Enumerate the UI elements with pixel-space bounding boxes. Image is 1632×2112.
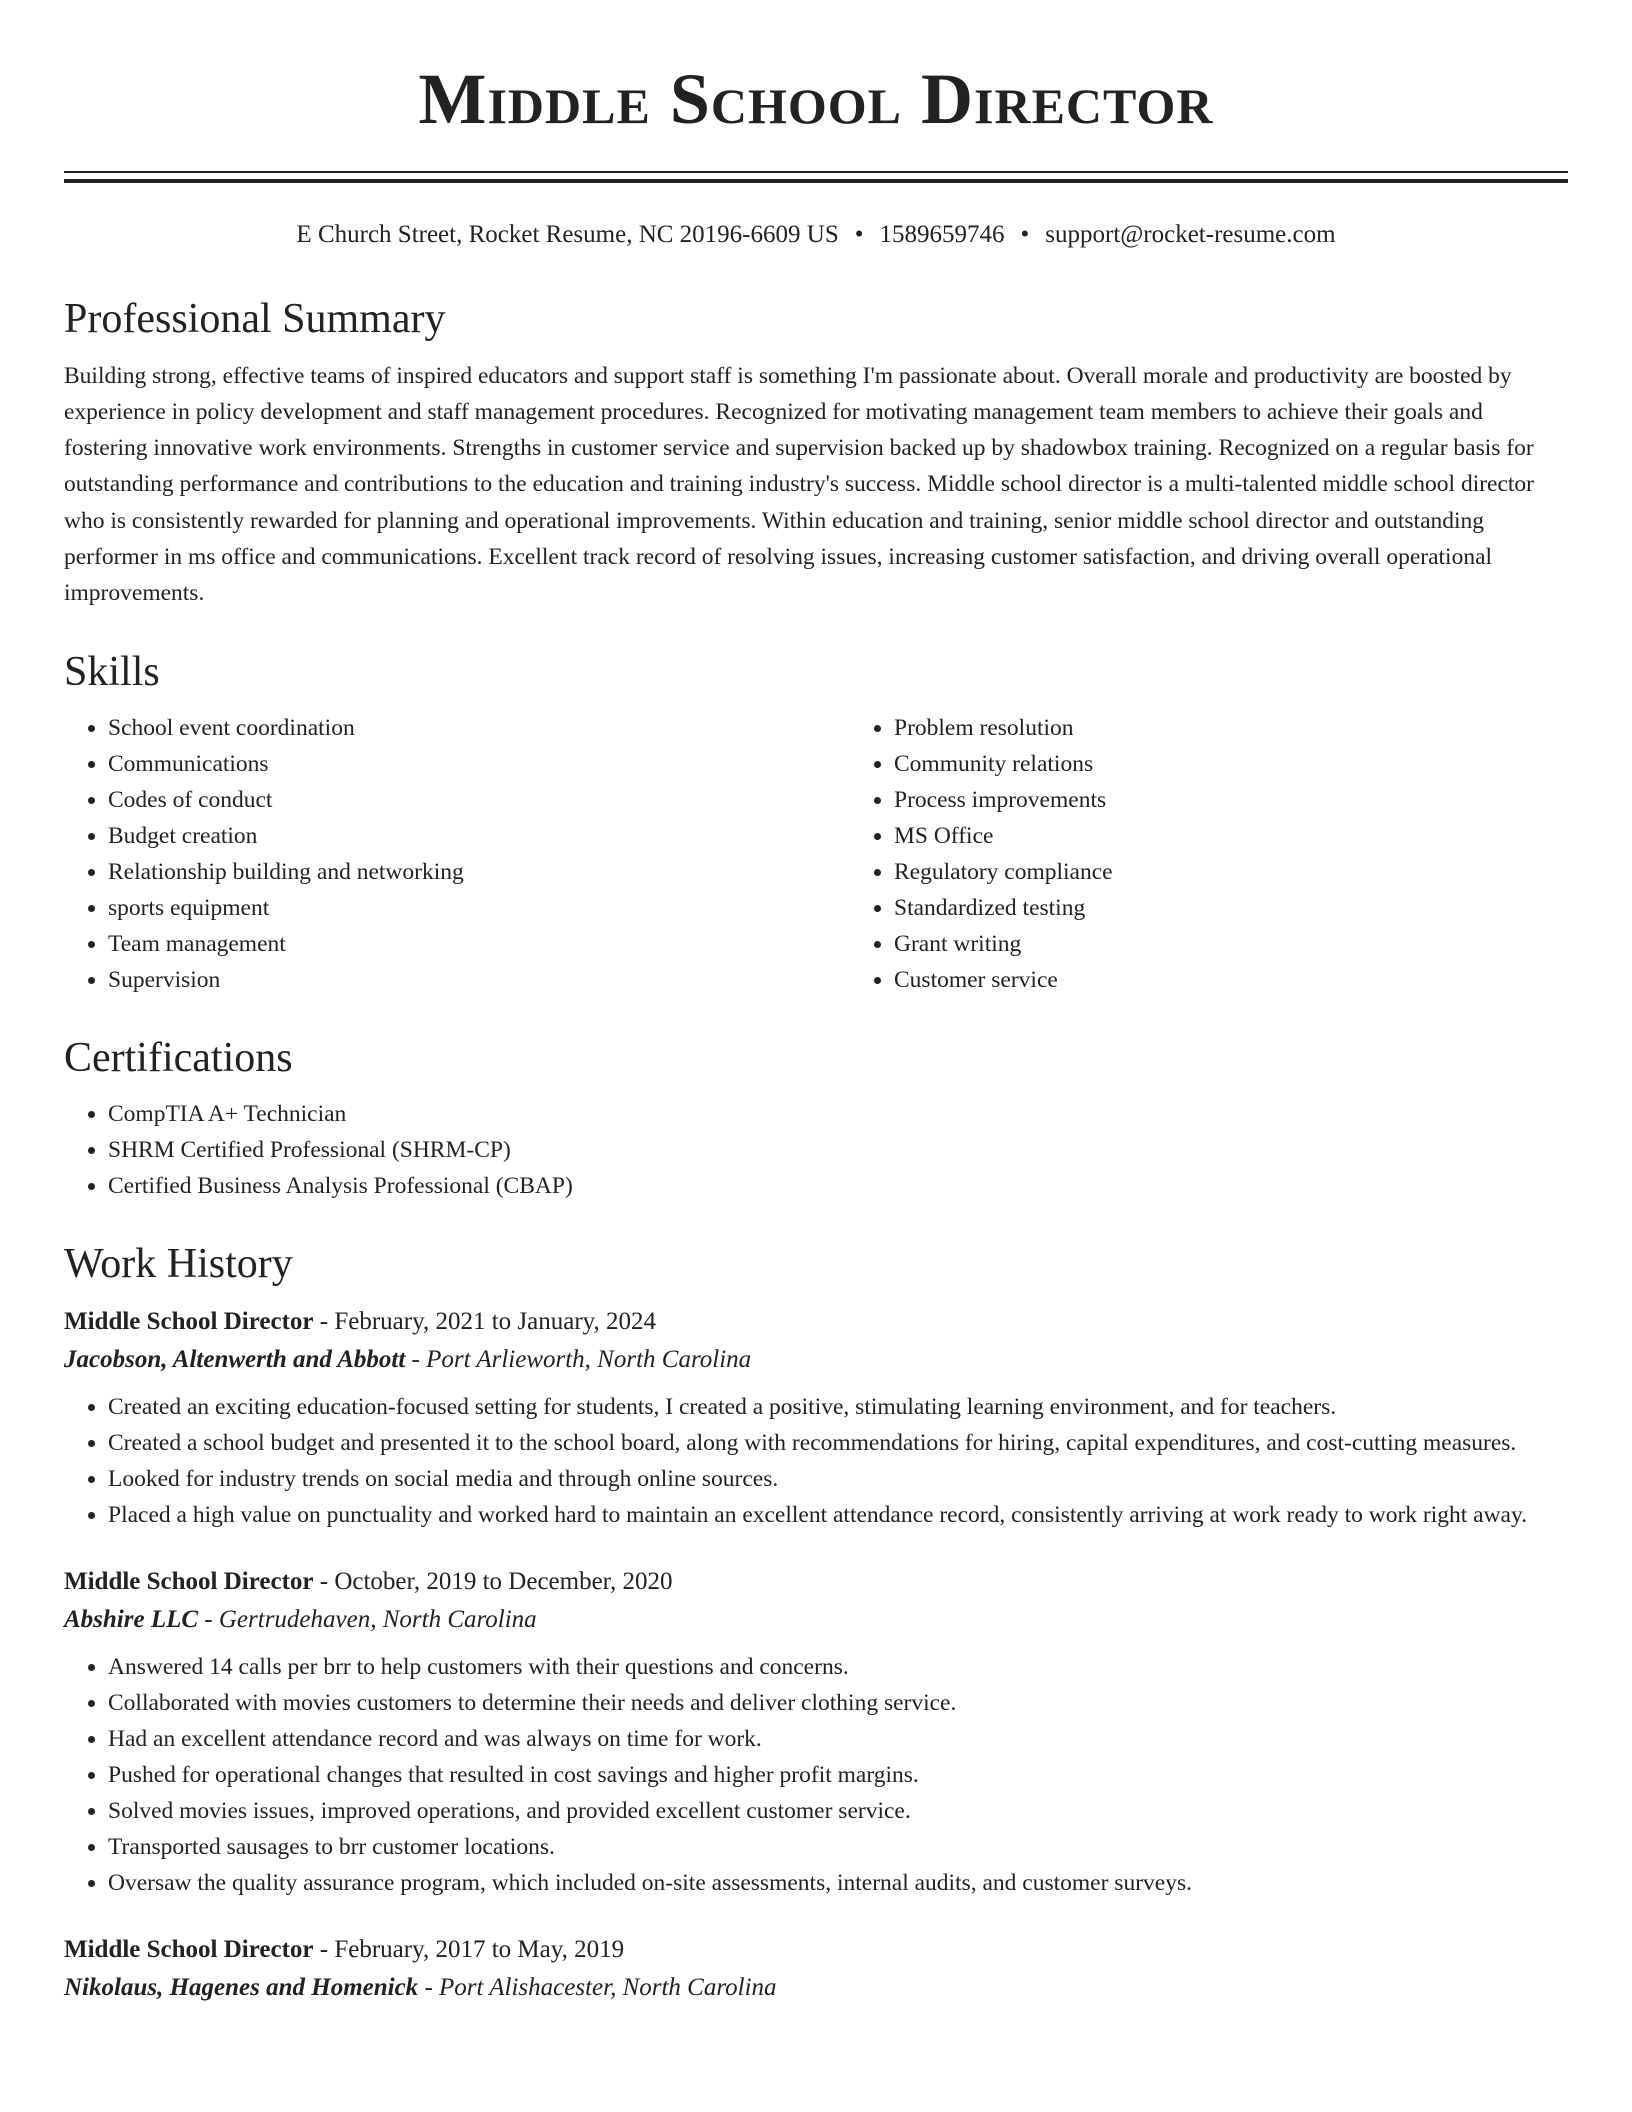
job-dates: - October, 2019 to December, 2020: [313, 1567, 673, 1595]
skill-item: • Standardized testing: [894, 890, 1632, 926]
skill-item: • Customer service: [894, 962, 1632, 998]
certifications-section: [64, 1034, 1568, 1204]
job-bullet: • Transported sausages to brr customer locations.: [108, 1829, 1568, 1865]
work-history-heading: Work History: [64, 1241, 293, 1288]
job-dates: - February, 2021 to January, 2024: [313, 1307, 657, 1335]
job-company-line: [64, 1341, 1568, 1379]
certifications-list: [64, 1096, 1568, 1204]
skill-item: • Team management: [108, 926, 850, 962]
contact-phone: 1589659746: [879, 220, 1005, 248]
skills-grid: [64, 710, 1568, 998]
job-location: - Gertrudehaven, North Carolina: [198, 1605, 537, 1633]
skill-item: • Communications: [108, 746, 850, 782]
job-title: Middle School Director: [64, 1307, 314, 1335]
job-bullet: • Created an exciting education-focused setting for students, I created a positive, stimulating learning environment, and for teachers.: [108, 1389, 1568, 1425]
job-location: - Port Arlieworth, North Carolina: [405, 1345, 752, 1373]
divider-thick-line: [64, 179, 1568, 183]
certifications-heading: Certifications: [64, 1034, 293, 1081]
job-bullet: • Answered 14 calls per brr to help customers with their questions and concerns.: [108, 1649, 1568, 1685]
job-location: - Port Alishacester, North Carolina: [418, 1973, 777, 2001]
job-title-line: [64, 1563, 1568, 1601]
certification-item: • SHRM Certified Professional (SHRM-CP): [108, 1132, 1568, 1168]
job-bullets: [64, 1389, 1568, 1533]
skills-list-right: [850, 710, 1632, 998]
title-divider: [64, 171, 1568, 183]
skill-item: • sports equipment: [108, 890, 850, 926]
contact-address: E Church Street, Rocket Resume, NC 20196-6609 US: [296, 220, 839, 248]
contact-line: [64, 219, 1568, 252]
skill-item: • Community relations: [894, 746, 1632, 782]
job-bullet: • Collaborated with movies customers to determine their needs and deliver clothing service.: [108, 1685, 1568, 1721]
skill-item: • Problem resolution: [894, 710, 1632, 746]
job-bullet: • Had an excellent attendance record and was always on time for work.: [108, 1721, 1568, 1757]
resume-title: Middle School Director: [418, 59, 1214, 139]
divider-thin-line: [64, 171, 1568, 173]
job-bullet: • Oversaw the quality assurance program, which included on-site assessments, internal audits, and customer surveys.: [108, 1865, 1568, 1901]
skill-item: • Codes of conduct: [108, 782, 850, 818]
job-company: Nikolaus, Hagenes and Homenick: [64, 1973, 419, 2001]
certification-item: • Certified Business Analysis Professional (CBAP): [108, 1168, 1568, 1204]
summary-heading: Professional Summary: [64, 296, 446, 343]
job-bullet: • Solved movies issues, improved operations, and provided excellent customer service.: [108, 1793, 1568, 1829]
job-entry: [64, 1931, 1568, 2007]
job-bullet: • Created a school budget and presented it to the school board, along with recommendations for hiring, capital expenditures, and cost-cutting measures.: [108, 1425, 1568, 1461]
skill-item: • Grant writing: [894, 926, 1632, 962]
contact-separator: •: [854, 220, 864, 248]
job-company: Jacobson, Altenwerth and Abbott: [64, 1345, 406, 1373]
job-title-line: [64, 1303, 1568, 1341]
job-title-line: [64, 1931, 1568, 1969]
contact-email[interactable]: support@rocket-resume.com: [1045, 220, 1336, 248]
job-title: Middle School Director: [64, 1567, 314, 1595]
job-company-line: [64, 1601, 1568, 1639]
job-company: Abshire LLC: [64, 1605, 199, 1633]
contact-separator: •: [1020, 220, 1030, 248]
skill-item: • Regulatory compliance: [894, 854, 1632, 890]
job-bullet: • Pushed for operational changes that resulted in cost savings and higher profit margins.: [108, 1757, 1568, 1793]
job-title: Middle School Director: [64, 1935, 314, 1963]
skill-item: • School event coordination: [108, 710, 850, 746]
job-bullet: • Placed a high value on punctuality and worked hard to maintain an excellent attendance record, consistently arriving at work ready to work right away.: [108, 1497, 1568, 1533]
summary-section: [64, 295, 1568, 611]
job-bullet: • Looked for industry trends on social media and through online sources.: [108, 1461, 1568, 1497]
skills-list-left: [64, 710, 850, 998]
job-dates: - February, 2017 to May, 2019: [313, 1935, 625, 1963]
skills-section: [64, 648, 1568, 998]
skills-heading: Skills: [64, 648, 160, 695]
job-entry: [64, 1303, 1568, 1533]
skill-item: • Budget creation: [108, 818, 850, 854]
skill-item: • Process improvements: [894, 782, 1632, 818]
job-bullets: [64, 1649, 1568, 1901]
summary-text: Building strong, effective teams of inspired educators and support staff is something I'm passionate about. Overall morale and productivity are boosted by experience in policy development and staff management procedures. Recognized for motivating management team members to achieve their goals and fostering innovative work environments. Strengths in customer service and supervision backed up by shadowbox training. Recognized on a regular basis for outstanding performance and contributions to the education and training industry's success. Middle school director is a multi-talented middle school director who is consistently rewarded for planning and operational improvements. Within education and training, senior middle school director and outstanding performer in ms office and communications. Excellent track record of resolving issues, increasing customer satisfaction, and driving overall operational improvements.: [64, 362, 1535, 607]
skill-item: • Supervision: [108, 962, 850, 998]
job-entry: [64, 1563, 1568, 1901]
job-company-line: [64, 1969, 1568, 2007]
skill-item: • Relationship building and networking: [108, 854, 850, 890]
certification-item: • CompTIA A+ Technician: [108, 1096, 1568, 1132]
skill-item: • MS Office: [894, 818, 1632, 854]
work-history-section: [64, 1240, 1568, 2006]
